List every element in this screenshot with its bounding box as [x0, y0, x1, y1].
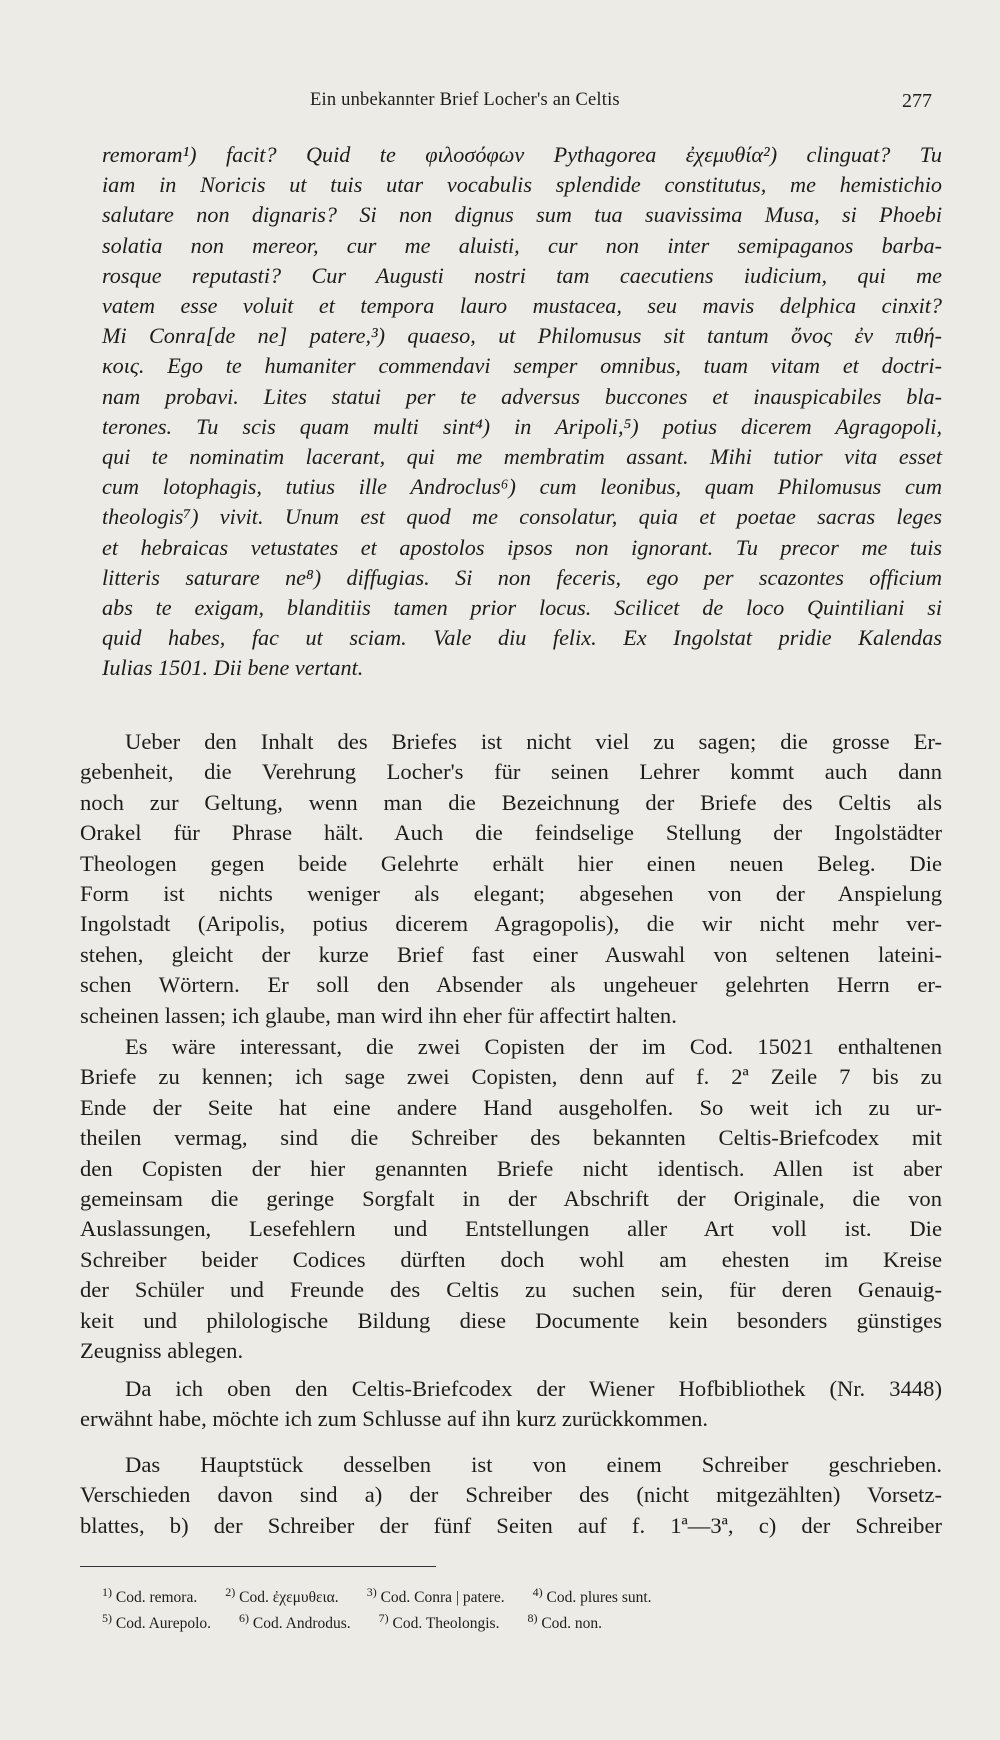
- text-line: stehen, gleicht der kurze Brief fast einer Auswahl von seltenen lateini-: [80, 941, 942, 967]
- text-line: solatia non mereor, cur me aluisti, cur non inter semipaganos barba-: [102, 232, 942, 258]
- text-line: gemeinsam die geringe Sorgfalt in der Abschrift der Originale, die von: [80, 1186, 942, 1212]
- footnote-marker: 7): [378, 1610, 389, 1625]
- footnote-text: Cod. remora.: [115, 1589, 198, 1606]
- text-line: Form ist nichts weniger als elegant; abgesehen von der Anspielung: [80, 881, 942, 907]
- text-line: quid habes, fac ut sciam. Vale diu felix. Ex Ingolstat pridie Kalendas: [102, 625, 942, 651]
- running-title: Ein unbekannter Brief Locher's an Celtis: [310, 90, 620, 110]
- text-line: iam in Noricis ut tuis utar vocabulis splendide constitutus, me hemistichio: [102, 172, 942, 198]
- text-line: den Copisten der hier genannten Briefe nicht identisch. Allen ist aber: [80, 1155, 942, 1181]
- text-line: rosque reputasti? Cur Augusti nostri tam caecutiens iudicium, qui me: [102, 262, 942, 288]
- paragraph-4: [80, 1450, 942, 1541]
- text-line: gebenheit, die Verehrung Locher's für seinen Lehrer kommt auch dann: [80, 759, 942, 785]
- footnote: [527, 1611, 602, 1637]
- text-line: schen Wörtern. Er soll den Absender als ungeheuer gelehrten Herrn er-: [80, 972, 942, 998]
- text-line: Da ich oben den Celtis-Briefcodex der Wiener Hofbibliothek (Nr. 3448): [125, 1376, 942, 1401]
- footnote-marker: 8): [527, 1610, 538, 1625]
- text-line: terones. Tu scis quam multi sint⁴) in Aripoli,⁵) potius dicerem Agragopoli,: [102, 413, 942, 439]
- text-line: blattes, b) der Schreiber der fünf Seiten auf f. 1ª—3ª, c) der Schreiber: [80, 1512, 942, 1538]
- footnote-row: [102, 1611, 932, 1637]
- footnote-row: [102, 1585, 932, 1611]
- footnote-marker: 4): [532, 1584, 543, 1599]
- text-line: salutare non dignaris? Si non dignus sum tua suavissima Musa, si Phoebi: [102, 202, 942, 228]
- footnote: [102, 1585, 197, 1611]
- footnote: [102, 1611, 211, 1637]
- text-line: Ueber den Inhalt des Briefes ist nicht viel zu sagen; die grosse Er-: [125, 729, 942, 754]
- footnote: [225, 1585, 338, 1611]
- text-line: Das Hauptstück desselben ist von einem Schreiber geschrieben.: [125, 1452, 942, 1477]
- footnote: [379, 1611, 500, 1637]
- footnote-text: Cod. plures sunt.: [546, 1589, 652, 1606]
- text-line: theilen vermag, sind die Schreiber des bekannten Celtis-Briefcodex mit: [80, 1125, 942, 1151]
- footnote: [239, 1611, 351, 1637]
- text-line: et hebraicas vetustates et apostolos ipsos non ignorant. Tu precor me tuis: [102, 534, 942, 560]
- text-line: cum lotophagis, tutius ille Androclus⁶) cum leonibus, quam Philomusus cum: [102, 474, 942, 500]
- text-line: nam probavi. Lites statui per te adversus buccones et inauspicabiles bla-: [102, 383, 942, 409]
- page-header: [310, 90, 930, 120]
- footnote: [367, 1585, 505, 1611]
- footnote-text: Cod. Androdus.: [252, 1615, 351, 1632]
- footnote: [533, 1585, 652, 1611]
- footnote-marker: 3): [366, 1584, 377, 1599]
- text-line: remoram¹) facit? Quid te φιλοσόφων Pythagorea ἐχεμυθία²) clinguat? Tu: [102, 142, 942, 167]
- footnote-marker: 1): [102, 1584, 112, 1599]
- text-line: Es wäre interessant, die zwei Copisten der im Cod. 15021 enthaltenen: [125, 1034, 942, 1059]
- text-line: Theologen gegen beide Gelehrte erhält hier einen neuen Beleg. Die: [80, 850, 942, 876]
- text-line: vatem esse voluit et tempora lauro mustacea, seu mavis delphica cinxit?: [102, 293, 942, 319]
- footnote-text: Cod. Theolongis.: [392, 1615, 500, 1632]
- page-number: 277: [902, 90, 932, 112]
- text-line: noch zur Geltung, wenn man die Bezeichnung der Briefe des Celtis als: [80, 789, 942, 815]
- text-line: Iulias 1501. Dii bene vertant.: [102, 655, 364, 681]
- footnote-marker: 5): [102, 1610, 112, 1625]
- text-line: abs te exigam, blanditiis tamen prior locus. Scilicet de loco Quintiliani si: [102, 595, 942, 621]
- text-line: erwähnt habe, möchte ich zum Schlusse auf ihn kurz zurückkommen.: [80, 1406, 709, 1432]
- text-line: der Schüler und Freunde des Celtis zu suchen sein, für deren Genauig-: [80, 1277, 942, 1303]
- footnote-text: Cod. Conra | patere.: [380, 1589, 505, 1606]
- paragraph-2: [80, 1032, 942, 1366]
- text-line: qui te nominatim lacerant, qui me membratim assant. Mihi tutior vita esset: [102, 444, 942, 470]
- text-line: scheinen lassen; ich glaube, man wird ihn eher für affectirt halten.: [80, 1002, 677, 1028]
- footnote-divider: [80, 1566, 436, 1567]
- text-line: Mi Conra[de ne] patere,³) quaeso, ut Philomusus sit tantum ὄνος ἐν πιθή-: [102, 323, 942, 349]
- footnotes: [102, 1585, 932, 1637]
- text-line: Schreiber beider Codices dürften doch wohl am ehesten im Kreise: [80, 1246, 942, 1272]
- text-line: Zeugniss ablegen.: [80, 1338, 244, 1364]
- footnote-marker: 2): [225, 1584, 236, 1599]
- text-line: litteris saturare ne⁸) diffugias. Si non feceris, ego per scazontes officium: [102, 564, 942, 590]
- paragraph-3: [80, 1374, 942, 1435]
- text-line: Auslassungen, Lesefehlern und Entstellungen aller Art voll ist. Die: [80, 1216, 942, 1242]
- text-line: theologis⁷) vivit. Unum est quod me consolatur, quia et poetae sacras leges: [102, 504, 942, 530]
- text-line: κοις. Ego te humaniter commendavi semper omnibus, tuam vitam et doctri-: [102, 353, 942, 379]
- paragraph-1: [80, 727, 942, 1031]
- footnote-text: Cod. Aurepolo.: [115, 1615, 212, 1632]
- text-line: keit und philologische Bildung diese Documente kein besonders günstiges: [80, 1307, 942, 1333]
- text-line: Ingolstadt (Aripolis, potius dicerem Agragopolis), die wir nicht mehr ver-: [80, 911, 942, 937]
- latin-letter-text: [102, 140, 942, 684]
- footnote-text: Cod. non.: [541, 1615, 603, 1632]
- text-line: Ende der Seite hat eine andere Hand ausgeholfen. So weit ich zu ur-: [80, 1094, 942, 1120]
- footnote-marker: 6): [239, 1610, 250, 1625]
- text-line: Orakel für Phrase hält. Auch die feindselige Stellung der Ingolstädter: [80, 820, 942, 846]
- footnote-text: Cod. ἐχεμυθεια.: [239, 1589, 339, 1606]
- text-line: Verschieden davon sind a) der Schreiber des (nicht mitgezählten) Vorsetz-: [80, 1482, 942, 1508]
- text-line: Briefe zu kennen; ich sage zwei Copisten, denn auf f. 2ª Zeile 7 bis zu: [80, 1064, 942, 1090]
